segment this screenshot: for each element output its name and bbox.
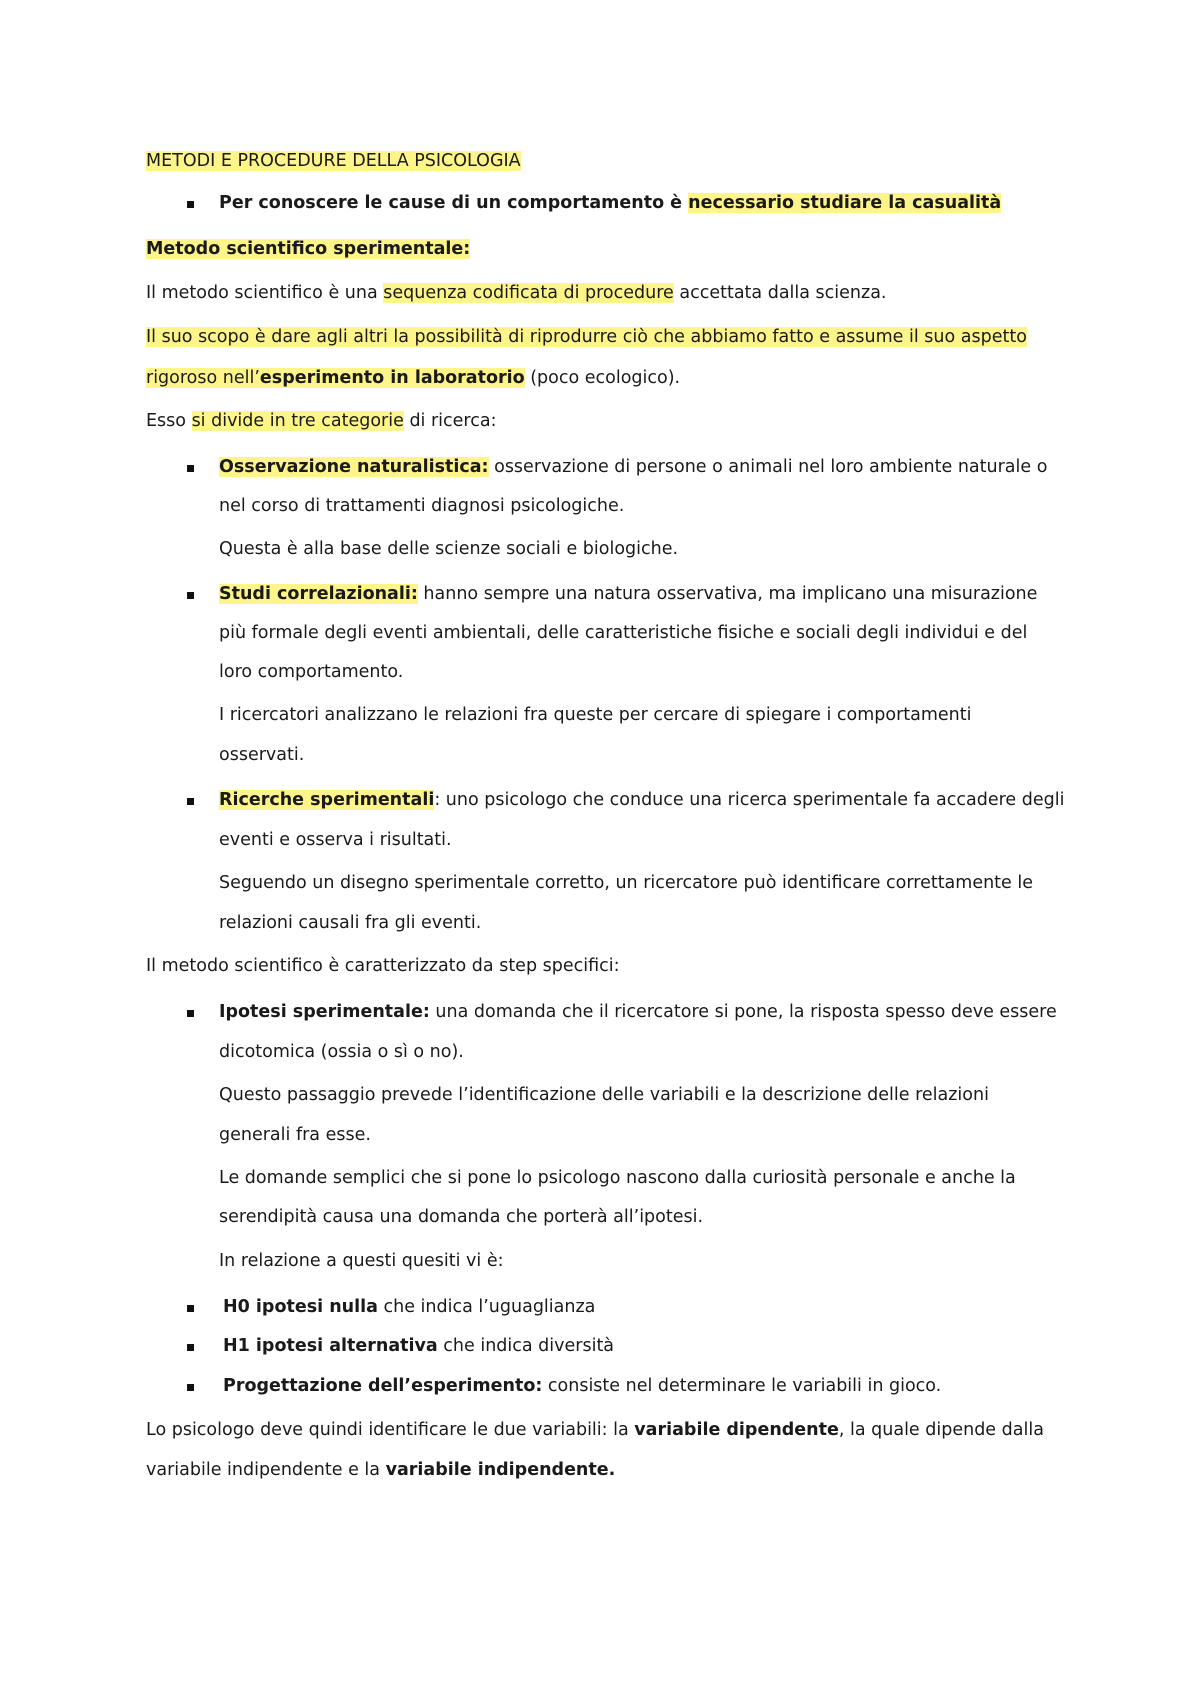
category-1-term: Osservazione naturalistica: — [219, 457, 489, 477]
category-3-term: Ricerche sperimentali — [219, 790, 435, 810]
title-text: METODI E PROCEDURE DELLA PSICOLOGIA — [146, 151, 521, 171]
hypothesis-line-7: In relazione a questi quesiti vi è: — [219, 1251, 504, 1271]
category-2-line-2: più formale degli eventi ambientali, delle caratteristiche fisiche e sociali degli individui e del — [219, 623, 1028, 643]
category-3-line-2: eventi e osserva i risultati. — [219, 830, 452, 850]
h1-term: H1 ipotesi alternativa — [223, 1336, 438, 1356]
category-1-line-2: nel corso di trattamenti diagnosi psicologiche. — [219, 496, 625, 516]
category-3-line-1 — [219, 788, 1064, 812]
bullet-icon — [187, 1305, 194, 1312]
scope-text-1: Il suo scopo è dare agli altri la possibilità di riprodurre ciò che abbiamo fatto e assume il suo aspetto — [146, 327, 1027, 347]
hypothesis-line-2: dicotomica (ossia o sì o no). — [219, 1042, 464, 1062]
steps-intro: Il metodo scientifico è caratterizzato da step specifici: — [146, 956, 620, 976]
conclusion-text-1a: Lo psicologo deve quindi identificare le due variabili: la — [146, 1420, 635, 1440]
intro-highlight: necessario studiare la casualità — [688, 193, 1002, 213]
hypothesis-term: Ipotesi sperimentale: — [219, 1002, 430, 1022]
design-item — [223, 1374, 941, 1398]
bullet-icon — [187, 1010, 194, 1017]
h1-item — [223, 1334, 614, 1358]
categories-before: Esso — [146, 411, 192, 431]
bullet-icon — [187, 1344, 194, 1351]
def-before: Il metodo scientifico è una — [146, 283, 384, 303]
category-1-line-1 — [219, 455, 1047, 479]
bullet-icon — [187, 592, 194, 599]
conclusion-text-1c: , la quale dipende dalla — [838, 1420, 1044, 1440]
scope-text-2b: esperimento in laboratorio — [259, 368, 525, 388]
method-heading-text: Metodo scientifico sperimentale: — [146, 239, 471, 259]
def-after: accettata dalla scienza. — [673, 283, 887, 303]
conclusion-text-2b: variabile indipendente — [385, 1460, 609, 1480]
category-2-line-3: loro comportamento. — [219, 662, 404, 682]
conclusion-text-1b: variabile dipendente — [634, 1420, 839, 1440]
category-1-line-3: Questa è alla base delle scienze sociali e biologiche. — [219, 539, 679, 559]
design-term: Progettazione dell’esperimento: — [223, 1376, 543, 1396]
page-title — [146, 149, 521, 173]
def-highlight: sequenza codificata di procedure — [383, 283, 674, 303]
intro-text: Per conoscere le cause di un comportamento è — [219, 193, 689, 213]
hypothesis-line-5: Le domande semplici che si pone lo psicologo nascono dalla curiosità personale e anche la — [219, 1168, 1016, 1188]
h0-text: che indica l’uguaglianza — [377, 1297, 596, 1317]
category-2-text: hanno sempre una natura osservativa, ma implicano una misurazione — [417, 584, 1038, 604]
bullet-icon — [187, 465, 194, 472]
conclusion-text-2c: . — [608, 1460, 616, 1480]
hypothesis-line-6: serendipità causa una domanda che porterà all’ipotesi. — [219, 1207, 704, 1227]
design-text: consiste nel determinare le variabili in gioco. — [542, 1376, 942, 1396]
category-2-line-4: I ricercatori analizzano le relazioni fra queste per cercare di spiegare i comportamenti — [219, 705, 972, 725]
category-1-text: osservazione di persone o animali nel loro ambiente naturale o — [488, 457, 1048, 477]
scope-line-2 — [146, 366, 680, 390]
conclusion-line-2 — [146, 1458, 615, 1482]
hypothesis-line-4: generali fra esse. — [219, 1125, 371, 1145]
scope-text-2a: rigoroso nell’ — [146, 368, 260, 388]
scope-text-2c: (poco ecologico). — [524, 368, 681, 388]
hypothesis-line-1 — [219, 1000, 1057, 1024]
intro-bullet — [219, 191, 1001, 215]
h0-term: H0 ipotesi nulla — [223, 1297, 378, 1317]
categories-highlight: si divide in tre categorie — [191, 411, 404, 431]
category-2-term: Studi correlazionali: — [219, 584, 418, 604]
bullet-icon — [187, 798, 194, 805]
h0-item — [223, 1295, 595, 1319]
conclusion-text-2a: variabile indipendente e la — [146, 1460, 386, 1480]
categories-after: di ricerca: — [403, 411, 497, 431]
bullet-icon — [187, 201, 194, 208]
scope-line-1 — [146, 325, 1027, 349]
categories-line — [146, 409, 496, 433]
category-2-line-1 — [219, 582, 1037, 606]
category-3-line-4: relazioni causali fra gli eventi. — [219, 913, 482, 933]
method-heading — [146, 237, 470, 261]
category-3-text: : uno psicologo che conduce una ricerca sperimentale fa accadere degli — [434, 790, 1065, 810]
category-3-line-3: Seguendo un disegno sperimentale corretto, un ricercatore può identificare correttamente le — [219, 873, 1034, 893]
h1-text: che indica diversità — [437, 1336, 615, 1356]
category-2-line-5: osservati. — [219, 745, 305, 765]
definition-line — [146, 281, 886, 305]
conclusion-line-1 — [146, 1418, 1044, 1442]
hypothesis-line-3: Questo passaggio prevede l’identificazione delle variabili e la descrizione delle relazioni — [219, 1085, 989, 1105]
bullet-icon — [187, 1384, 194, 1391]
hypothesis-text: una domanda che il ricercatore si pone, la risposta spesso deve essere — [429, 1002, 1057, 1022]
